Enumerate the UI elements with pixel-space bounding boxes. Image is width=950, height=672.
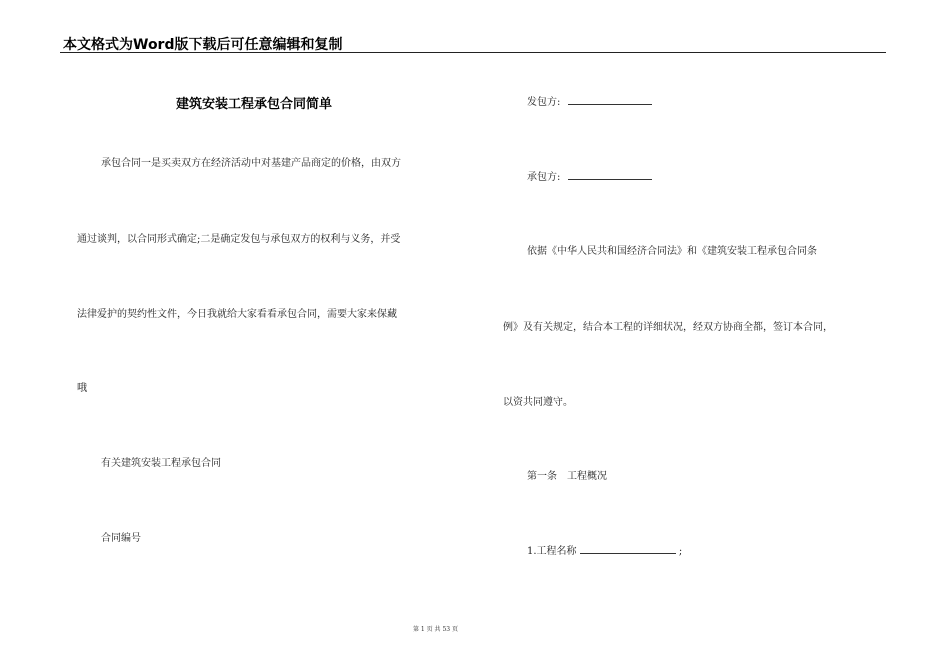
project-name-end: ; [678,546,683,557]
contractor-field [527,168,652,183]
document-title: 建筑安装工程承包合同简单 [176,97,333,112]
employer-blank [568,93,652,105]
paragraph-line: 依据《中华人民共和国经济合同法》和《建筑安装工程承包合同条 [527,246,817,257]
article-heading: 第一条 工程概况 [527,471,607,482]
contractor-blank [568,168,652,180]
header-banner: 本文格式为Word版下载后可任意编辑和复制 [63,37,343,53]
project-name-field [527,542,682,557]
paragraph-line: 以资共同遵守。 [503,397,573,408]
employer-label: 发包方: [527,97,561,108]
paragraph-line: 法律爱护的契约性文件，今日我就给大家看看承包合同，需要大家来保藏 [77,309,397,320]
contract-number-label: 合同编号 [101,533,141,544]
project-name-blank [580,542,676,554]
header-divider [60,52,886,53]
paragraph-line: 例》及有关规定，结合本工程的详细状况，经双方协商全都，签订本合同， [503,322,833,333]
paragraph-line: 哦 [77,383,87,394]
employer-field [527,93,652,108]
project-name-label: 1.工程名称 [527,546,577,557]
paragraph-line: 承包合同一是买卖双方在经济活动中对基建产品商定的价格，由双方 [101,158,401,169]
section-heading: 有关建筑安装工程承包合同 [101,458,221,469]
page-footer: 第 1 页 共 53 页 [413,626,458,633]
paragraph-line: 通过谈判，以合同形式确定;二是确定发包与承包双方的权利与义务，并受 [77,234,401,245]
contractor-label: 承包方: [527,172,561,183]
